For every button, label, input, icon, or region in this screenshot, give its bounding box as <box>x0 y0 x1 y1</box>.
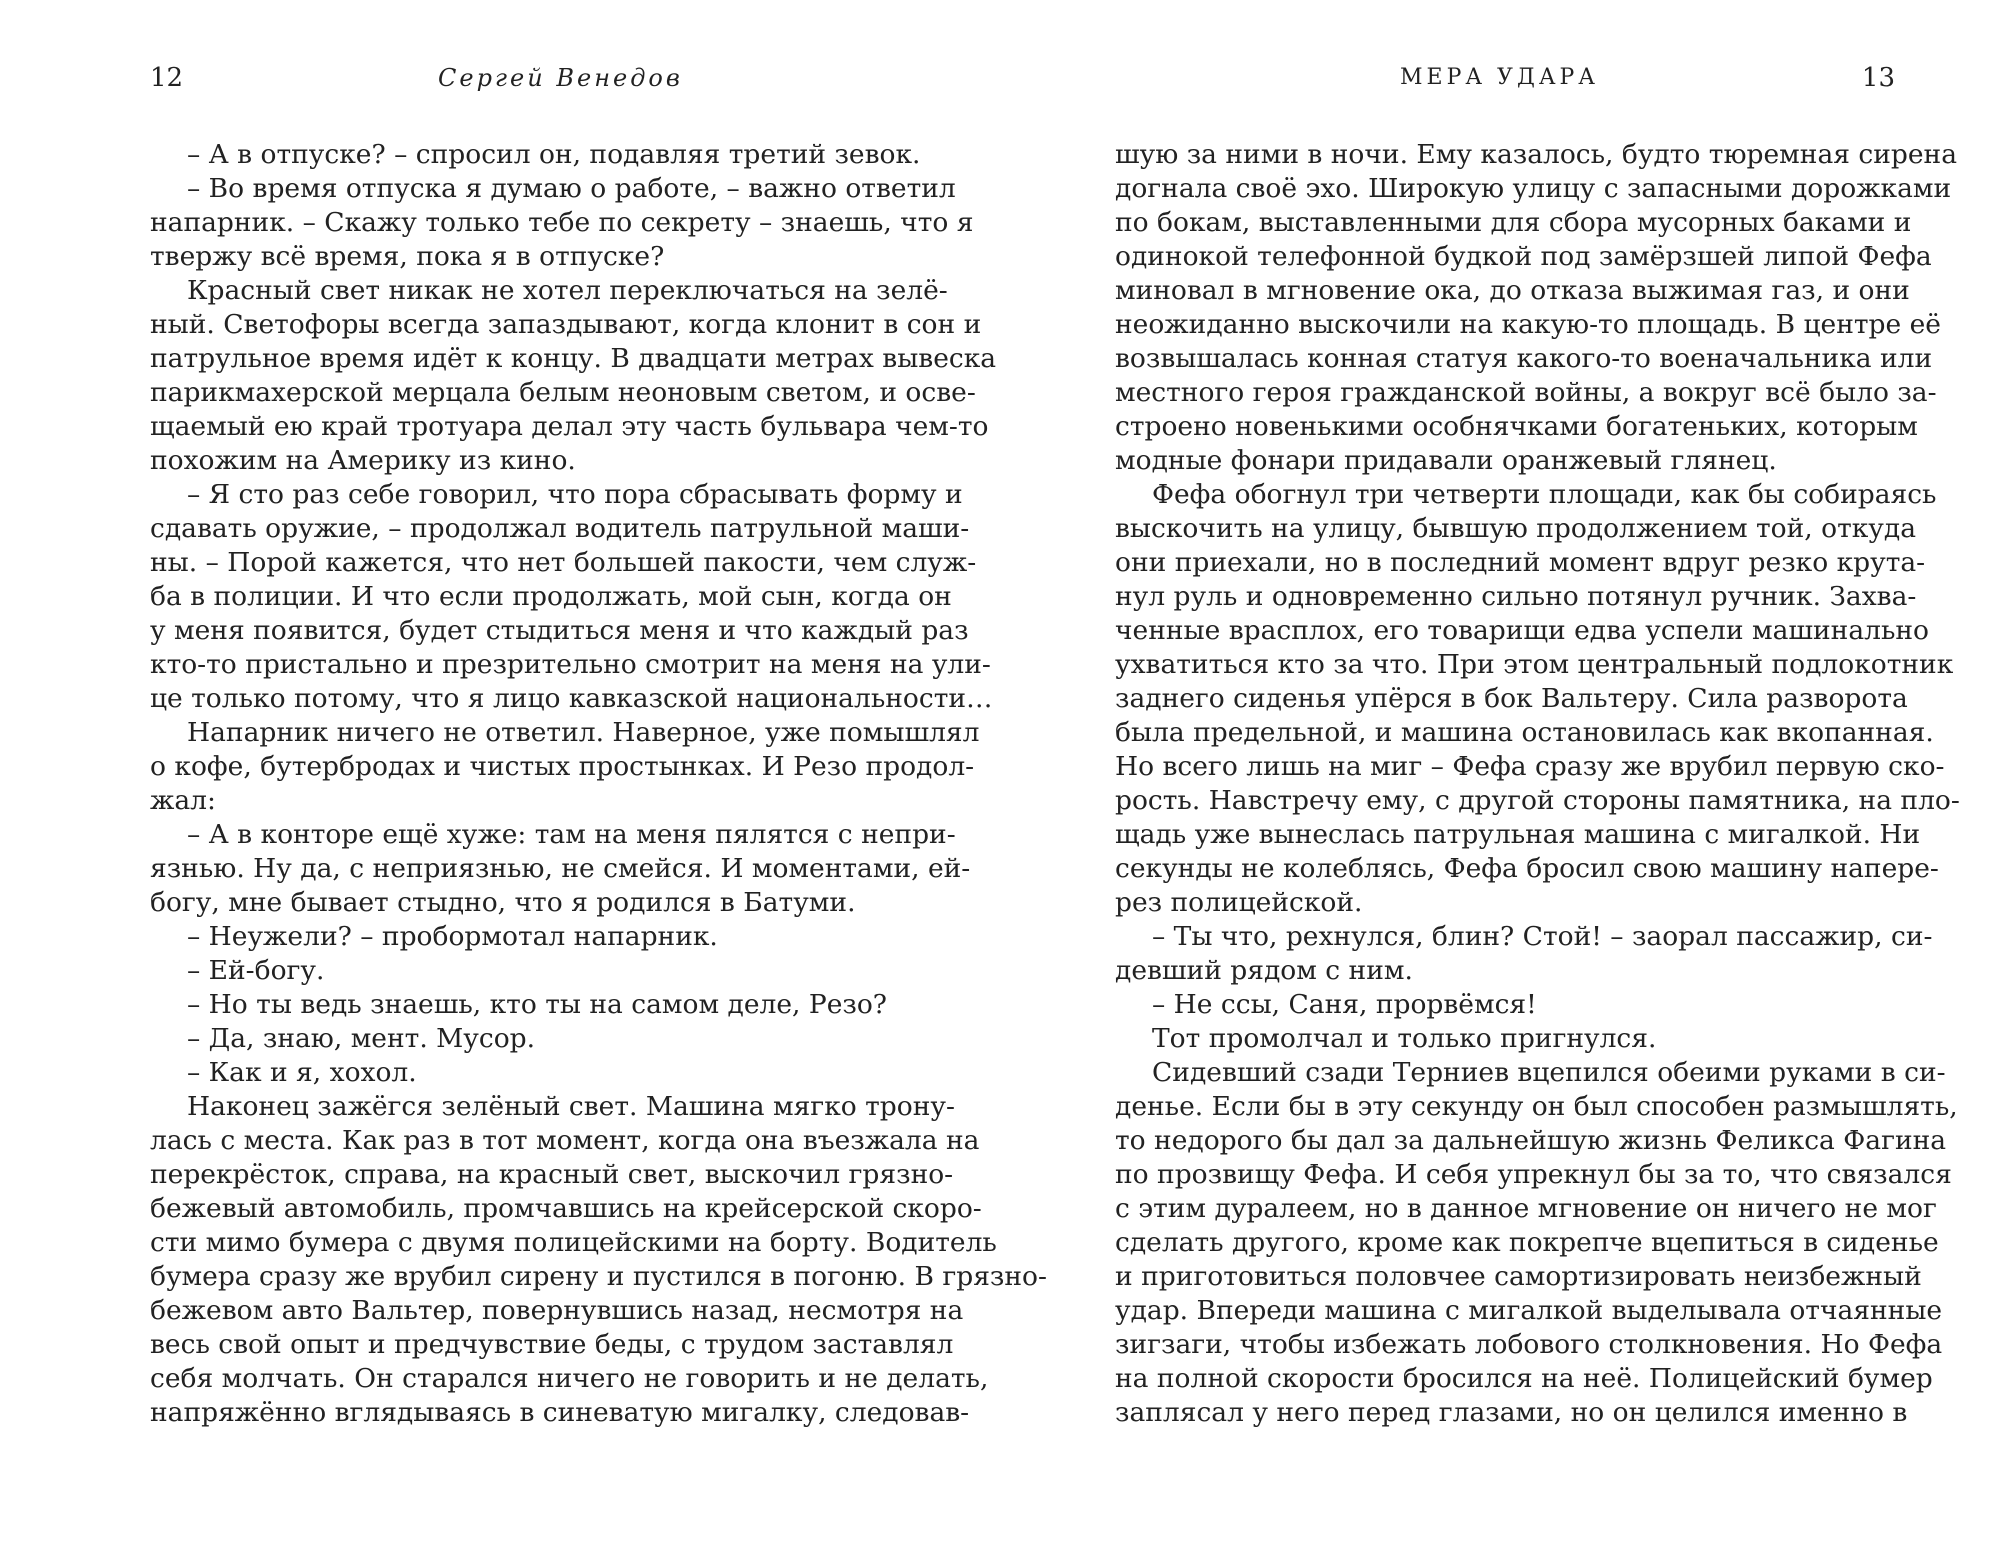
text-line: щадь уже вынеслась патрульная машина с мигалкой. Ни <box>1115 819 1921 850</box>
text-line: у меня появится, будет стыдиться меня и что каждый раз <box>150 615 969 646</box>
text-line: ны. – Порой кажется, что нет большей пакости, чем служ- <box>150 547 977 578</box>
text-line: – А в конторе ещё хуже: там на меня пялятся с непри- <box>187 819 956 850</box>
text-line: богу, мне бывает стыдно, что я родился в Батуми. <box>150 887 856 918</box>
right-page-text <box>1115 138 1960 1430</box>
text-line: бумера сразу же врубил сирену и пустился в погоню. В грязно- <box>150 1261 1047 1292</box>
text-line: сдавать оружие, – продолжал водитель патрульной маши- <box>150 513 970 544</box>
right-running-head <box>1115 58 1895 98</box>
text-line: жал: <box>150 785 216 816</box>
text-line: весь свой опыт и предчувствие беды, с трудом заставлял <box>150 1329 954 1360</box>
text-line: удар. Впереди машина с мигалкой выделывала отчаянные <box>1115 1295 1943 1326</box>
text-line: – Ей-богу. <box>187 955 325 986</box>
text-line: – Не ссы, Саня, прорвёмся! <box>1152 989 1537 1020</box>
text-line: Сидевший сзади Терниев вцепился обеими руками в си- <box>1152 1057 1946 1088</box>
text-line: себя молчать. Он старался ничего не говорить и не делать, <box>150 1363 989 1394</box>
text-line: лась с места. Как раз в тот момент, когда она въезжала на <box>150 1125 980 1156</box>
text-line: твержу всё время, пока я в отпуске? <box>150 241 665 272</box>
text-line: девший рядом с ним. <box>1115 955 1413 986</box>
text-line: ба в полиции. И что если продолжать, мой сын, когда он <box>150 581 952 612</box>
text-line: – Как и я, хохол. <box>187 1057 417 1088</box>
text-line: на полной скорости бросился на неё. Полицейский бумер <box>1115 1363 1933 1394</box>
text-line: – Я сто раз себе говорил, что пора сбрасывать форму и <box>187 479 963 510</box>
text-line: нул руль и одновременно сильно потянул ручник. Захва- <box>1115 581 1917 612</box>
text-line: ухватиться кто за что. При этом центральный подлокотник <box>1115 649 1954 680</box>
right-page <box>1115 0 1960 1567</box>
text-line: Напарник ничего не ответил. Наверное, уже помышлял <box>187 717 980 748</box>
text-line: строено новенькими особнячками богатеньких, которым <box>1115 411 1918 442</box>
text-line: – Во время отпуска я думаю о работе, – важно ответил <box>187 173 956 204</box>
text-line: це только потому, что я лицо кавказской национальности… <box>150 683 993 714</box>
text-line: заднего сиденья упёрся в бок Вальтеру. Сила разворота <box>1115 683 1908 714</box>
text-line: была предельной, и машина остановилась как вкопанная. <box>1115 717 1934 748</box>
text-line: денье. Если бы в эту секунду он был способен размышлять, <box>1115 1091 1958 1122</box>
left-page-number: 12 <box>150 63 184 93</box>
text-line: кто-то пристально и презрительно смотрит на меня на ули- <box>150 649 991 680</box>
text-line: бежевый автомобиль, промчавшись на крейсерской скоро- <box>150 1193 982 1224</box>
text-line: рез полицейской. <box>1115 887 1363 918</box>
text-line: патрульное время идёт к концу. В двадцати метрах вывеска <box>150 343 997 374</box>
text-line: ченные врасплох, его товарищи едва успели машинально <box>1115 615 1930 646</box>
text-line: то недорого бы дал за дальнейшую жизнь Феликса Фагина <box>1115 1125 1947 1156</box>
text-line: Тот промолчал и только пригнулся. <box>1152 1023 1657 1054</box>
text-line: шую за ними в ночи. Ему казалось, будто тюремная сирена <box>1115 139 1958 170</box>
text-line: рость. Навстречу ему, с другой стороны памятника, на пло- <box>1115 785 1960 816</box>
text-line: выскочить на улицу, бывшую продолжением той, откуда <box>1115 513 1917 544</box>
text-line: неожиданно выскочили на какую-то площадь. В центре её <box>1115 309 1941 340</box>
text-line: секунды не колеблясь, Фефа бросил свою машину напере- <box>1115 853 1939 884</box>
text-line: местного героя гражданской войны, а вокруг всё было за- <box>1115 377 1937 408</box>
text-line: модные фонари придавали оранжевый глянец. <box>1115 445 1777 476</box>
left-page <box>150 0 1047 1567</box>
left-running-head <box>150 58 930 98</box>
left-page-text <box>150 138 1047 1430</box>
text-line: – Да, знаю, мент. Мусор. <box>187 1023 536 1054</box>
book-title: МЕРА УДАРА <box>1400 65 1599 90</box>
text-line: Но всего лишь на миг – Фефа сразу же врубил первую ско- <box>1115 751 1945 782</box>
text-line: одинокой телефонной будкой под замёрзшей липой Фефа <box>1115 241 1932 272</box>
right-page-number: 13 <box>1861 63 1895 93</box>
text-line: напряжённо вглядываясь в синеватую мигалку, следовав- <box>150 1397 970 1428</box>
text-line: язнью. Ну да, с неприязнью, не смейся. И моментами, ей- <box>150 853 971 884</box>
text-line: заплясал у него перед глазами, но он целился именно в <box>1115 1397 1908 1428</box>
text-line: о кофе, бутербродах и чистых простынках. И Резо продол- <box>150 751 975 782</box>
text-line: щаемый ею край тротуара делал эту часть бульвара чем-то <box>150 411 989 442</box>
text-line: похожим на Америку из кино. <box>150 445 576 476</box>
text-line: напарник. – Скажу только тебе по секрету – знаешь, что я <box>150 207 974 238</box>
text-line: бежевом авто Вальтер, повернувшись назад, несмотря на <box>150 1295 964 1326</box>
text-line: сделать другого, кроме как покрепче вцепиться в сиденье <box>1115 1227 1939 1258</box>
text-line: зигзаги, чтобы избежать лобового столкновения. Но Фефа <box>1115 1329 1943 1360</box>
text-line: ный. Светофоры всегда запаздывают, когда клонит в сон и <box>150 309 982 340</box>
text-line: – Но ты ведь знаешь, кто ты на самом деле, Резо? <box>187 989 888 1020</box>
text-line: Фефа обогнул три четверти площади, как бы собираясь <box>1152 479 1937 510</box>
text-line: Наконец зажёгся зелёный свет. Машина мягко трону- <box>187 1091 955 1122</box>
text-line: с этим дуралеем, но в данное мгновение он ничего не мог <box>1115 1193 1937 1224</box>
text-line: – А в отпуске? – спросил он, подавляя третий зевок. <box>187 139 921 170</box>
text-line: по бокам, выставленными для сбора мусорных баками и <box>1115 207 1912 238</box>
text-line: Красный свет никак не хотел переключаться на зелё- <box>187 275 948 306</box>
text-line: перекрёсток, справа, на красный свет, выскочил грязно- <box>150 1159 954 1190</box>
text-line: – Ты что, рехнулся, блин? Стой! – заорал пассажир, си- <box>1152 921 1933 952</box>
text-line: возвышалась конная статуя какого-то военачальника или <box>1115 343 1933 374</box>
text-line: и приготовиться половчее самортизировать неизбежный <box>1115 1261 1922 1292</box>
author-name: Сергей Венедов <box>438 64 683 92</box>
text-line: сти мимо бумера с двумя полицейскими на борту. Водитель <box>150 1227 997 1258</box>
text-line: – Неужели? – пробормотал напарник. <box>187 921 718 952</box>
text-line: догнала своё эхо. Широкую улицу с запасными дорожками <box>1115 173 1952 204</box>
text-line: они приехали, но в последний момент вдруг резко крута- <box>1115 547 1926 578</box>
text-line: парикмахерской мерцала белым неоновым светом, и осве- <box>150 377 976 408</box>
text-line: по прозвищу Фефа. И себя упрекнул бы за то, что связался <box>1115 1159 1952 1190</box>
text-line: миновал в мгновение ока, до отказа выжимая газ, и они <box>1115 275 1910 306</box>
